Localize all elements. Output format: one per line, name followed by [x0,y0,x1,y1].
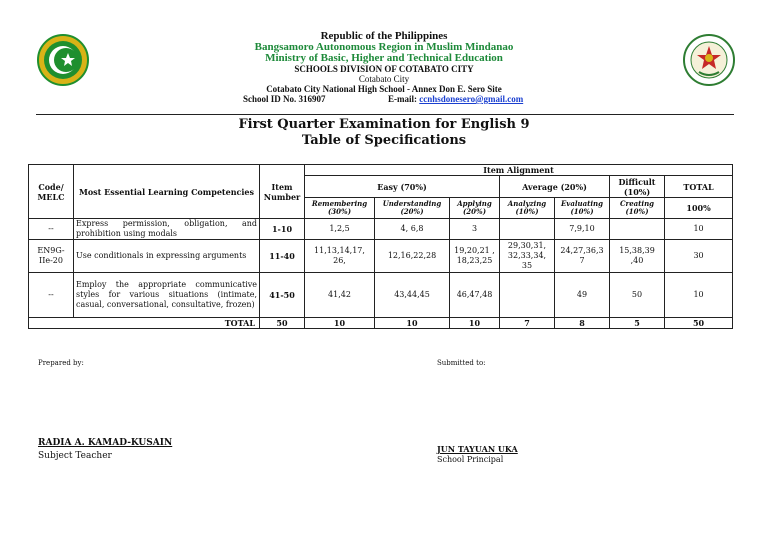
sub-header-analyzing: Analyzing (10%) [500,198,555,219]
col-header-competencies: Most Essential Learning Competencies [74,165,260,219]
total-item: 50 [260,318,305,329]
total-creating: 5 [610,318,665,329]
prepared-by-label: Prepared by: [38,359,84,367]
table-row [29,240,733,273]
sub-header-understanding: Understanding (20%) [375,198,450,219]
table-row [29,273,733,318]
col-header-item-number: Item Number [260,165,305,219]
cell-remembering: 1,2,5 [305,219,375,240]
preparer-name: RADIA A. KAMAD-KUSAIN [38,438,173,448]
cell-remembering: 41,42 [305,273,375,318]
group-header-average: Average (20%) [500,176,610,198]
city-line: Cotabato City [358,74,410,84]
col-header-item-alignment: Item Alignment [305,165,733,176]
cell-item-number: 1-10 [260,219,305,240]
cell-analyzing [500,273,555,318]
cell-evaluating: 49 [555,273,610,318]
cell-analyzing [500,219,555,240]
cell-understanding: 12,16,22,28 [375,240,450,273]
document-subtitle: Table of Specifications [301,133,467,148]
cell-code: -- [29,273,74,318]
total-applying: 10 [450,318,500,329]
cell-evaluating: 24,27,36,3 7 [555,240,610,273]
school-id-row [0,94,768,105]
col-header-code: Code/ MELC [29,165,74,219]
totals-label: TOTAL [29,318,260,329]
cell-total: 30 [665,240,733,273]
cell-creating [610,219,665,240]
cell-remembering: 11,13,14,17, 26, [305,240,375,273]
republic-line: Republic of the Philippines [320,30,448,42]
approver-name: JUN TAYUAN UKA [437,444,518,454]
cell-analyzing: 29,30,31, 32,33,34, 35 [500,240,555,273]
table-of-specifications [28,164,733,329]
email-label: E-mail: [388,94,417,104]
school-line: Cotabato City National High School - Annex Don E. Sero Site [266,84,502,94]
cell-creating: 50 [610,273,665,318]
cell-understanding: 4, 6,8 [375,219,450,240]
total-understanding: 10 [375,318,450,329]
group-header-total: TOTAL [665,176,733,198]
total-evaluating: 8 [555,318,610,329]
letterhead [0,31,768,105]
document-title: First Quarter Examination for English 9 [238,117,530,132]
cell-code: -- [29,219,74,240]
cell-total: 10 [665,273,733,318]
cell-item-number: 41-50 [260,273,305,318]
region-line: Bangsamoro Autonomous Region in Muslim Mindanao [254,41,514,53]
preparer-role: Subject Teacher [38,451,112,461]
table-row [29,219,733,240]
total-analyzing: 7 [500,318,555,329]
submitted-to-label: Submitted to: [437,359,486,367]
cell-creating: 15,38,39 ,40 [610,240,665,273]
sub-header-evaluating: Evaluating (10%) [555,198,610,219]
school-id: School ID No. 316907 [243,94,326,104]
header-divider [36,114,734,115]
cell-understanding: 43,44,45 [375,273,450,318]
ministry-line: Ministry of Basic, Higher and Technical Education [265,52,503,64]
cell-item-number: 11-40 [260,240,305,273]
division-line: SCHOOLS DIVISION OF COTABATO CITY [294,64,474,74]
header-row-1 [29,165,733,176]
total-remembering: 10 [305,318,375,329]
cell-competency: Express permission, obligation, and prohibition using modals [74,219,260,240]
cell-competency: Employ the appropriate communicative styles for various situations (intimate, casual, conversational, consultative, frozen) [74,273,260,318]
cell-code: EN9G-IIe-20 [29,240,74,273]
email-link[interactable]: ccnhsdonesero@gmail.com [419,94,524,104]
group-header-easy: Easy (70%) [305,176,500,198]
cell-applying: 46,47,48 [450,273,500,318]
cell-competency: Use conditionals in expressing arguments [74,240,260,273]
sub-header-remembering: Remembering (30%) [305,198,375,219]
sub-header-applying: Applying (20%) [450,198,500,219]
email-line [388,94,523,105]
group-header-difficult: Difficult (10%) [610,176,665,198]
cell-evaluating: 7,9,10 [555,219,610,240]
approver-role: School Principal [437,455,504,464]
sub-header-creating: Creating (10%) [610,198,665,219]
totals-row [29,318,733,329]
cell-applying: 3 [450,219,500,240]
sub-header-total-pct: 100% [665,198,733,219]
total-overall: 50 [665,318,733,329]
cell-total: 10 [665,219,733,240]
cell-applying: 19,20,21 , 18,23,25 [450,240,500,273]
